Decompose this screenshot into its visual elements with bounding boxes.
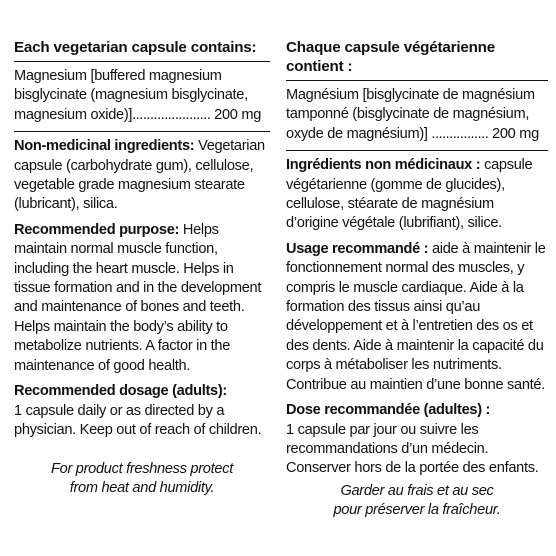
french-storage-note-line-2: pour préserver la fraîcheur. xyxy=(333,502,501,518)
english-dosage-label: Recommended dosage (adults): xyxy=(14,383,227,400)
english-medicinal-line-3-text: magnesium oxide)] xyxy=(14,106,133,123)
english-medicinal-rule xyxy=(14,131,270,132)
english-heading: Each vegetarian capsule contains: xyxy=(14,39,257,56)
french-medicinal-line-3-text: oxyde de magnésium)] xyxy=(286,125,428,142)
english-column xyxy=(14,38,270,446)
english-medicinal-line-3 xyxy=(14,106,270,125)
french-dosage xyxy=(286,401,548,479)
english-non-medicinal-text: Vegetarian capsule (carbohydrate gum), cellulose, vegetable grade magnesium stearate (lubricant), silica. xyxy=(14,138,265,213)
french-purpose xyxy=(286,240,548,395)
english-medicinal-dots: ...................... xyxy=(132,106,211,123)
french-purpose-label: Usage recommandé : xyxy=(286,240,429,257)
french-medicinal-line-3 xyxy=(286,125,548,144)
english-medicinal-amount: 200 mg xyxy=(214,106,262,123)
english-storage-note-line-1: For product freshness protect xyxy=(51,461,233,477)
english-purpose xyxy=(14,221,270,376)
english-heading-rule xyxy=(14,61,270,62)
french-heading: Chaque capsule végétarienne contient : xyxy=(286,39,495,75)
french-dosage-label: Dose recommandée (adultes) : xyxy=(286,402,491,419)
english-non-medicinal xyxy=(14,137,270,215)
english-purpose-text: Helps maintain normal muscle function, including the heart muscle. Helps in tissue formation and in the development and maintenance of bones and teeth. Helps maintain the body’s ability to metabolize nutrients. A factor in the maintenance of good health. xyxy=(14,221,262,374)
english-medicinal-line-2: bisglycinate (magnesium bisglycinate, xyxy=(14,87,248,104)
english-medicinal-ingredients xyxy=(14,67,270,125)
english-storage-note-line-2: from heat and humidity. xyxy=(69,480,215,496)
french-storage-note xyxy=(286,482,548,520)
french-storage-note-line-1: Garder au frais et au sec xyxy=(340,483,494,499)
french-medicinal-amount: 200 mg xyxy=(492,125,539,142)
english-dosage xyxy=(14,382,270,440)
english-storage-note xyxy=(14,460,270,498)
french-non-medicinal-text: capsule végétarienne (gomme de glucides), cellulose, stéarate de magnésium d’origine végétale (lubrifiant), silice. xyxy=(286,157,533,232)
french-dosage-text: 1 capsule par jour ou suivre les recommandations d’un médecin. Conserver hors de la portée des enfants. xyxy=(286,421,539,477)
french-purpose-text: aide à maintenir le fonctionnement normal des muscles, y compris le muscle cardiaque. Aide à la formation des tissus ainsi qu’au développement et à l’entretien des os et des dents. Aide à maintenir la capacité du corps à métaboliser les nutriments. Contribue au maintien d’une bonne santé. xyxy=(286,240,546,393)
french-medicinal-line-1: Magnésium [bisglycinate de magnésium xyxy=(286,87,535,103)
french-non-medicinal-label: Ingrédients non médicinaux : xyxy=(286,157,481,174)
french-non-medicinal xyxy=(286,156,548,234)
english-dosage-text: 1 capsule daily or as directed by a physician. Keep out of reach of children. xyxy=(14,402,262,438)
french-medicinal-rule xyxy=(286,150,548,151)
french-heading-rule xyxy=(286,80,548,81)
french-medicinal-ingredients xyxy=(286,86,548,144)
french-medicinal-dots: ................ xyxy=(431,125,489,142)
french-medicinal-line-2: tamponné (bisglycinate de magnésium, xyxy=(286,106,530,123)
english-medicinal-line-1: Magnesium [buffered magnesium xyxy=(14,68,222,84)
french-column xyxy=(286,38,548,485)
english-purpose-label: Recommended purpose: xyxy=(14,221,180,238)
english-non-medicinal-label: Non-medicinal ingredients: xyxy=(14,138,195,155)
